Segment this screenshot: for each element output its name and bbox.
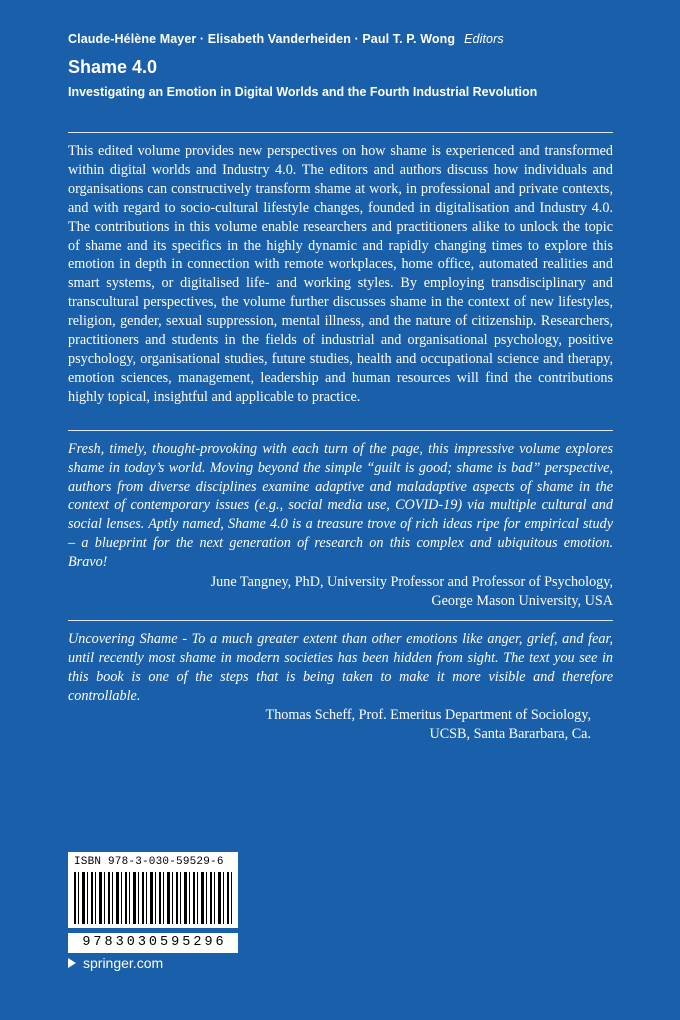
cover-content — [68, 0, 613, 744]
publisher-footer — [68, 955, 163, 971]
section-divider — [68, 620, 613, 621]
synopsis-paragraph: This edited volume provides new perspectives on how shame is experienced and transformed within digital worlds and Industry 4.0. The editors and authors discuss how individuals and organisations can constructively transform shame at work, in professional and private contexts, and with regard to socio-cultural lifestyle changes, founded in digitalisation and Industry 4.0. The contributions in this volume enable researchers and practitioners alike to unlock the topic of shame and its specifics in the highly dynamic and rapidly changing times to explore this emotion in depth in connection with remote workplaces, home office, automated realities and smart systems, or digitalised life- and working styles. By employing transdisciplinary and transcultural perspectives, the volume further discusses shame in the context of new lifestyles, religion, gender, sexual suppression, mental illness, and the nature of citizenship. Researchers, practitioners and students in the fields of industrial and organisational psychology, positive psychology, organisational studies, future studies, health and occupational science and therapy, emotion sciences, management, leadership and human resources will find the contributions highly topical, insightful and applicable to practice. — [68, 143, 613, 405]
editors-label: Editors — [464, 32, 504, 46]
barcode-bars — [74, 872, 232, 924]
publisher-url: springer.com — [83, 955, 164, 971]
endorsement-tangney — [68, 440, 613, 611]
endorsement-attribution — [68, 706, 613, 744]
authors-names: Claude-Hélène Mayer · Elisabeth Vanderheiden · Paul T. P. Wong — [68, 32, 456, 46]
attribution-line: UCSB, Santa Bararbara, Ca. — [429, 726, 591, 743]
endorsement-attribution — [68, 573, 613, 611]
section-divider — [68, 132, 613, 133]
attribution-line: George Mason University, USA — [431, 592, 613, 609]
book-title: Shame 4.0 — [68, 57, 158, 77]
endorsement-scheff — [68, 630, 613, 744]
attribution-line: June Tangney, PhD, University Professor and Professor of Psychology, — [210, 574, 613, 591]
barcode — [68, 852, 238, 928]
barcode-digits: 9783030595296 — [68, 933, 238, 953]
authors-line — [68, 32, 613, 47]
section-divider — [68, 430, 613, 431]
attribution-line: Thomas Scheff, Prof. Emeritus Department of Sociology, — [265, 707, 591, 724]
arrow-icon — [68, 958, 76, 968]
isbn-label: ISBN 978-3-030-59529-6 — [74, 856, 224, 868]
endorsement-quote: Uncovering Shame - To a much greater extent than other emotions like anger, grief, and fear, until recently most shame in modern societies has been hidden from sight. The text you see in this book is one of the steps that is being taken to make it more visible and therefore controllable. — [68, 630, 613, 704]
endorsement-quote: Fresh, timely, thought-provoking with each turn of the page, this impressive volume explores shame in today’s world. Moving beyond the simple “guilt is good; shame is bad” perspective, authors from diverse disciplines examine adaptive and maladaptive aspects of shame in the context of contemporary issues (e.g., social media use, COVID-19) via multiple cultural and social lenses. Aptly named, Shame 4.0 is a treasure trove of rich ideas ripe for empirical study – a blueprint for the next generation of research on this complex and ubiquitous emotion. Bravo! — [68, 440, 613, 571]
book-subtitle: Investigating an Emotion in Digital Worlds and the Fourth Industrial Revolution — [68, 85, 538, 99]
